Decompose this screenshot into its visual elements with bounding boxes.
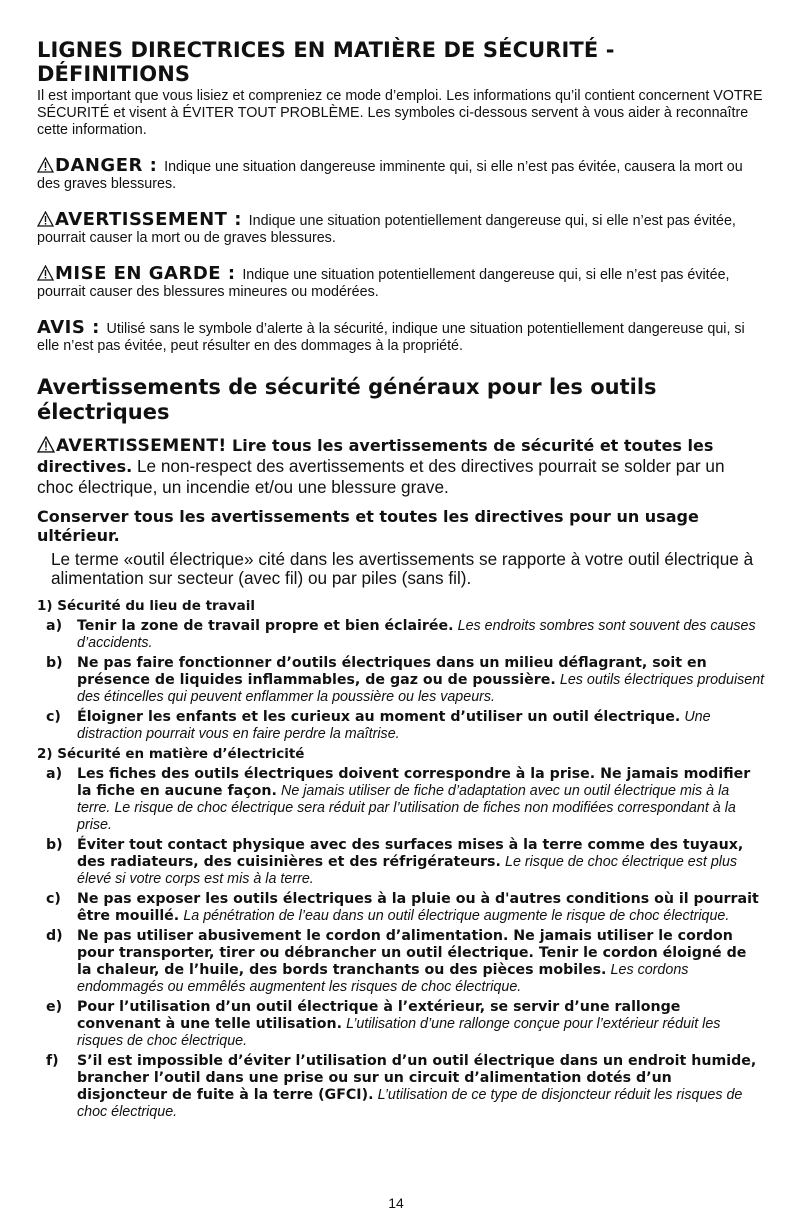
item-bold: Ne pas faire fonctionner d’outils électriques dans un milieu déflagrant, soit en présence de liquides inflammables, de gaz ou de poussière. [77,655,707,688]
item-bold: S’il est impossible d’éviter l’utilisation d’un outil électrique dans un endroit humide, brancher l’outil dans une prise ou sur un circuit d’alimentation dotés d’un disjoncteur de fuite à la terre (GFCI). [77,1053,757,1103]
general-warning [37,435,765,497]
section-title-line2: électriques [37,400,170,424]
page-title-line1: LIGNES DIRECTRICES EN MATIÈRE DE SÉCURITÉ - [37,38,615,62]
definition-danger [37,157,765,193]
item-label: a) [46,766,63,782]
list-item [37,618,765,652]
section-heading: 2) Sécurité en matière d’électricité [37,746,305,762]
intro-paragraph: Il est important que vous lisiez et compreniez ce mode d’emploi. Les informations qu’il contient concernent VOTRE SÉCURITÉ et visent à ÉVITER TOUT PROBLÈME. Les symboles ci-dessous servent à vous aider à reconnaître cette information. [37,88,763,138]
section-heading: 1) Sécurité du lieu de travail [37,598,255,614]
item-italic: Ne jamais utiliser de fiche d’adaptation avec un outil électrique mis à la terre. Le risque de choc électrique sera réduit par l’utilisation de fiches non modifiées correspondant à la prise. [77,783,736,833]
item-italic: Les outils électriques produisent des étincelles qui peuvent enflammer la poussière ou les vapeurs. [77,672,765,705]
manual-page [37,38,765,1121]
list-item [37,891,765,925]
page-title-line2: DÉFINITIONS [37,62,191,86]
item-label: e) [46,999,63,1015]
item-label: c) [46,709,61,725]
page-title [37,38,765,86]
definition-term: AVIS : [37,317,107,338]
item-label: c) [46,891,61,907]
item-italic: L’utilisation de ce type de disjoncteur réduit les risques de choc électrique. [77,1087,743,1120]
definition-text: Indique une situation dangereuse imminente qui, si elle n’est pas évitée, causera la mort ou des graves blessures. [37,159,743,192]
item-bold: Ne pas exposer les outils électriques à la pluie ou à d'autres conditions où il pourrait être mouillé. [77,891,759,924]
warning-triangle-icon [37,157,54,173]
warning-text: Le non-respect des avertissements et des directives pourrait se solder par un choc électrique, un incendie et/ou une blessure grave. [37,456,725,497]
section-electrical-safety [37,746,765,1121]
definition-avis [37,319,765,355]
definition-term: DANGER : [37,155,164,176]
list-item [37,837,765,888]
warning-term: AVERTISSEMENT! [37,436,226,456]
item-bold: Éviter tout contact physique avec des surfaces mises à la terre comme des tuyaux, des radiateurs, des cuisinières et des réfrigérateurs. [77,837,744,870]
terme-definition: Le terme «outil électrique» cité dans les avertissements se rapporte à votre outil électrique à alimentation sur secteur (avec fil) ou par piles (sans fil). [51,549,754,588]
item-label: d) [46,928,63,944]
list-item [37,709,765,743]
item-bold: Tenir la zone de travail propre et bien éclairée. [77,618,454,634]
item-italic: Les cordons endommagés ou emmêlés augmentent les risques de choc électrique. [77,962,689,995]
page-number: 14 [388,1195,404,1211]
item-bold: Les fiches des outils électriques doivent correspondre à la prise. Ne jamais modifier la fiche en aucune façon. [77,766,751,799]
list-item [37,766,765,834]
list-item [37,999,765,1050]
warning-triangle-icon [37,211,54,227]
definition-term: AVERTISSEMENT : [37,209,249,230]
item-label: b) [46,655,63,671]
definition-mise-en-garde [37,265,765,301]
definition-text: Indique une situation potentiellement dangereuse qui, si elle n’est pas évitée, pourrait causer des blessures mineures ou modérées. [37,267,730,300]
item-bold: Éloigner les enfants et les curieux au moment d’utiliser un outil électrique. [77,709,681,725]
list-item [37,655,765,706]
warning-triangle-icon [37,436,55,453]
item-italic: L’utilisation d’une rallonge conçue pour l’extérieur réduit les risques de choc électrique. [77,1016,721,1049]
list-item [37,928,765,996]
item-italic: Les endroits sombres sont souvent des causes d’accidents. [77,618,756,651]
section-title-line1: Avertissements de sécurité généraux pour les outils [37,375,657,399]
item-bold: Pour l’utilisation d’un outil électrique à l’extérieur, se servir d’une rallonge convenant à une telle utilisation. [77,999,681,1032]
item-label: b) [46,837,63,853]
warning-triangle-icon [37,265,54,281]
item-italic: La pénétration de l’eau dans un outil électrique augmente le risque de choc électrique. [183,908,730,924]
definition-text: Indique une situation potentiellement dangereuse qui, si elle n’est pas évitée, pourrait causer la mort ou de graves blessures. [37,213,736,246]
warning-bold: Lire tous les avertissements de sécurité et toutes les directives. [37,436,714,476]
item-bold: Ne pas utiliser abusivement le cordon d’alimentation. Ne jamais utiliser le cordon pour transporter, tirer ou débrancher un outil électrique. Tenir le cordon éloigné de la chaleur, de l’huile, des bords tranchants ou des pièces mobiles. [77,928,747,978]
section-title [37,375,765,425]
definition-text: Utilisé sans le symbole d’alerte à la sécurité, indique une situation potentiellement dangereuse qui, si elle n’est pas évitée, peut résulter en des dommages à la propriété. [37,321,745,354]
item-label: f) [46,1053,59,1069]
list-item [37,1053,765,1121]
item-italic: Une distraction pourrait vous en faire perdre la maîtrise. [77,709,711,742]
section-workplace-safety [37,598,765,743]
definition-term: MISE EN GARDE : [37,263,242,284]
item-label: a) [46,618,63,634]
conserve-instructions: Conserver tous les avertissements et toutes les directives pour un usage ultérieur. [37,507,699,545]
item-italic: Le risque de choc électrique est plus élevé si votre corps est mis à la terre. [77,854,738,887]
definition-avertissement [37,211,765,247]
